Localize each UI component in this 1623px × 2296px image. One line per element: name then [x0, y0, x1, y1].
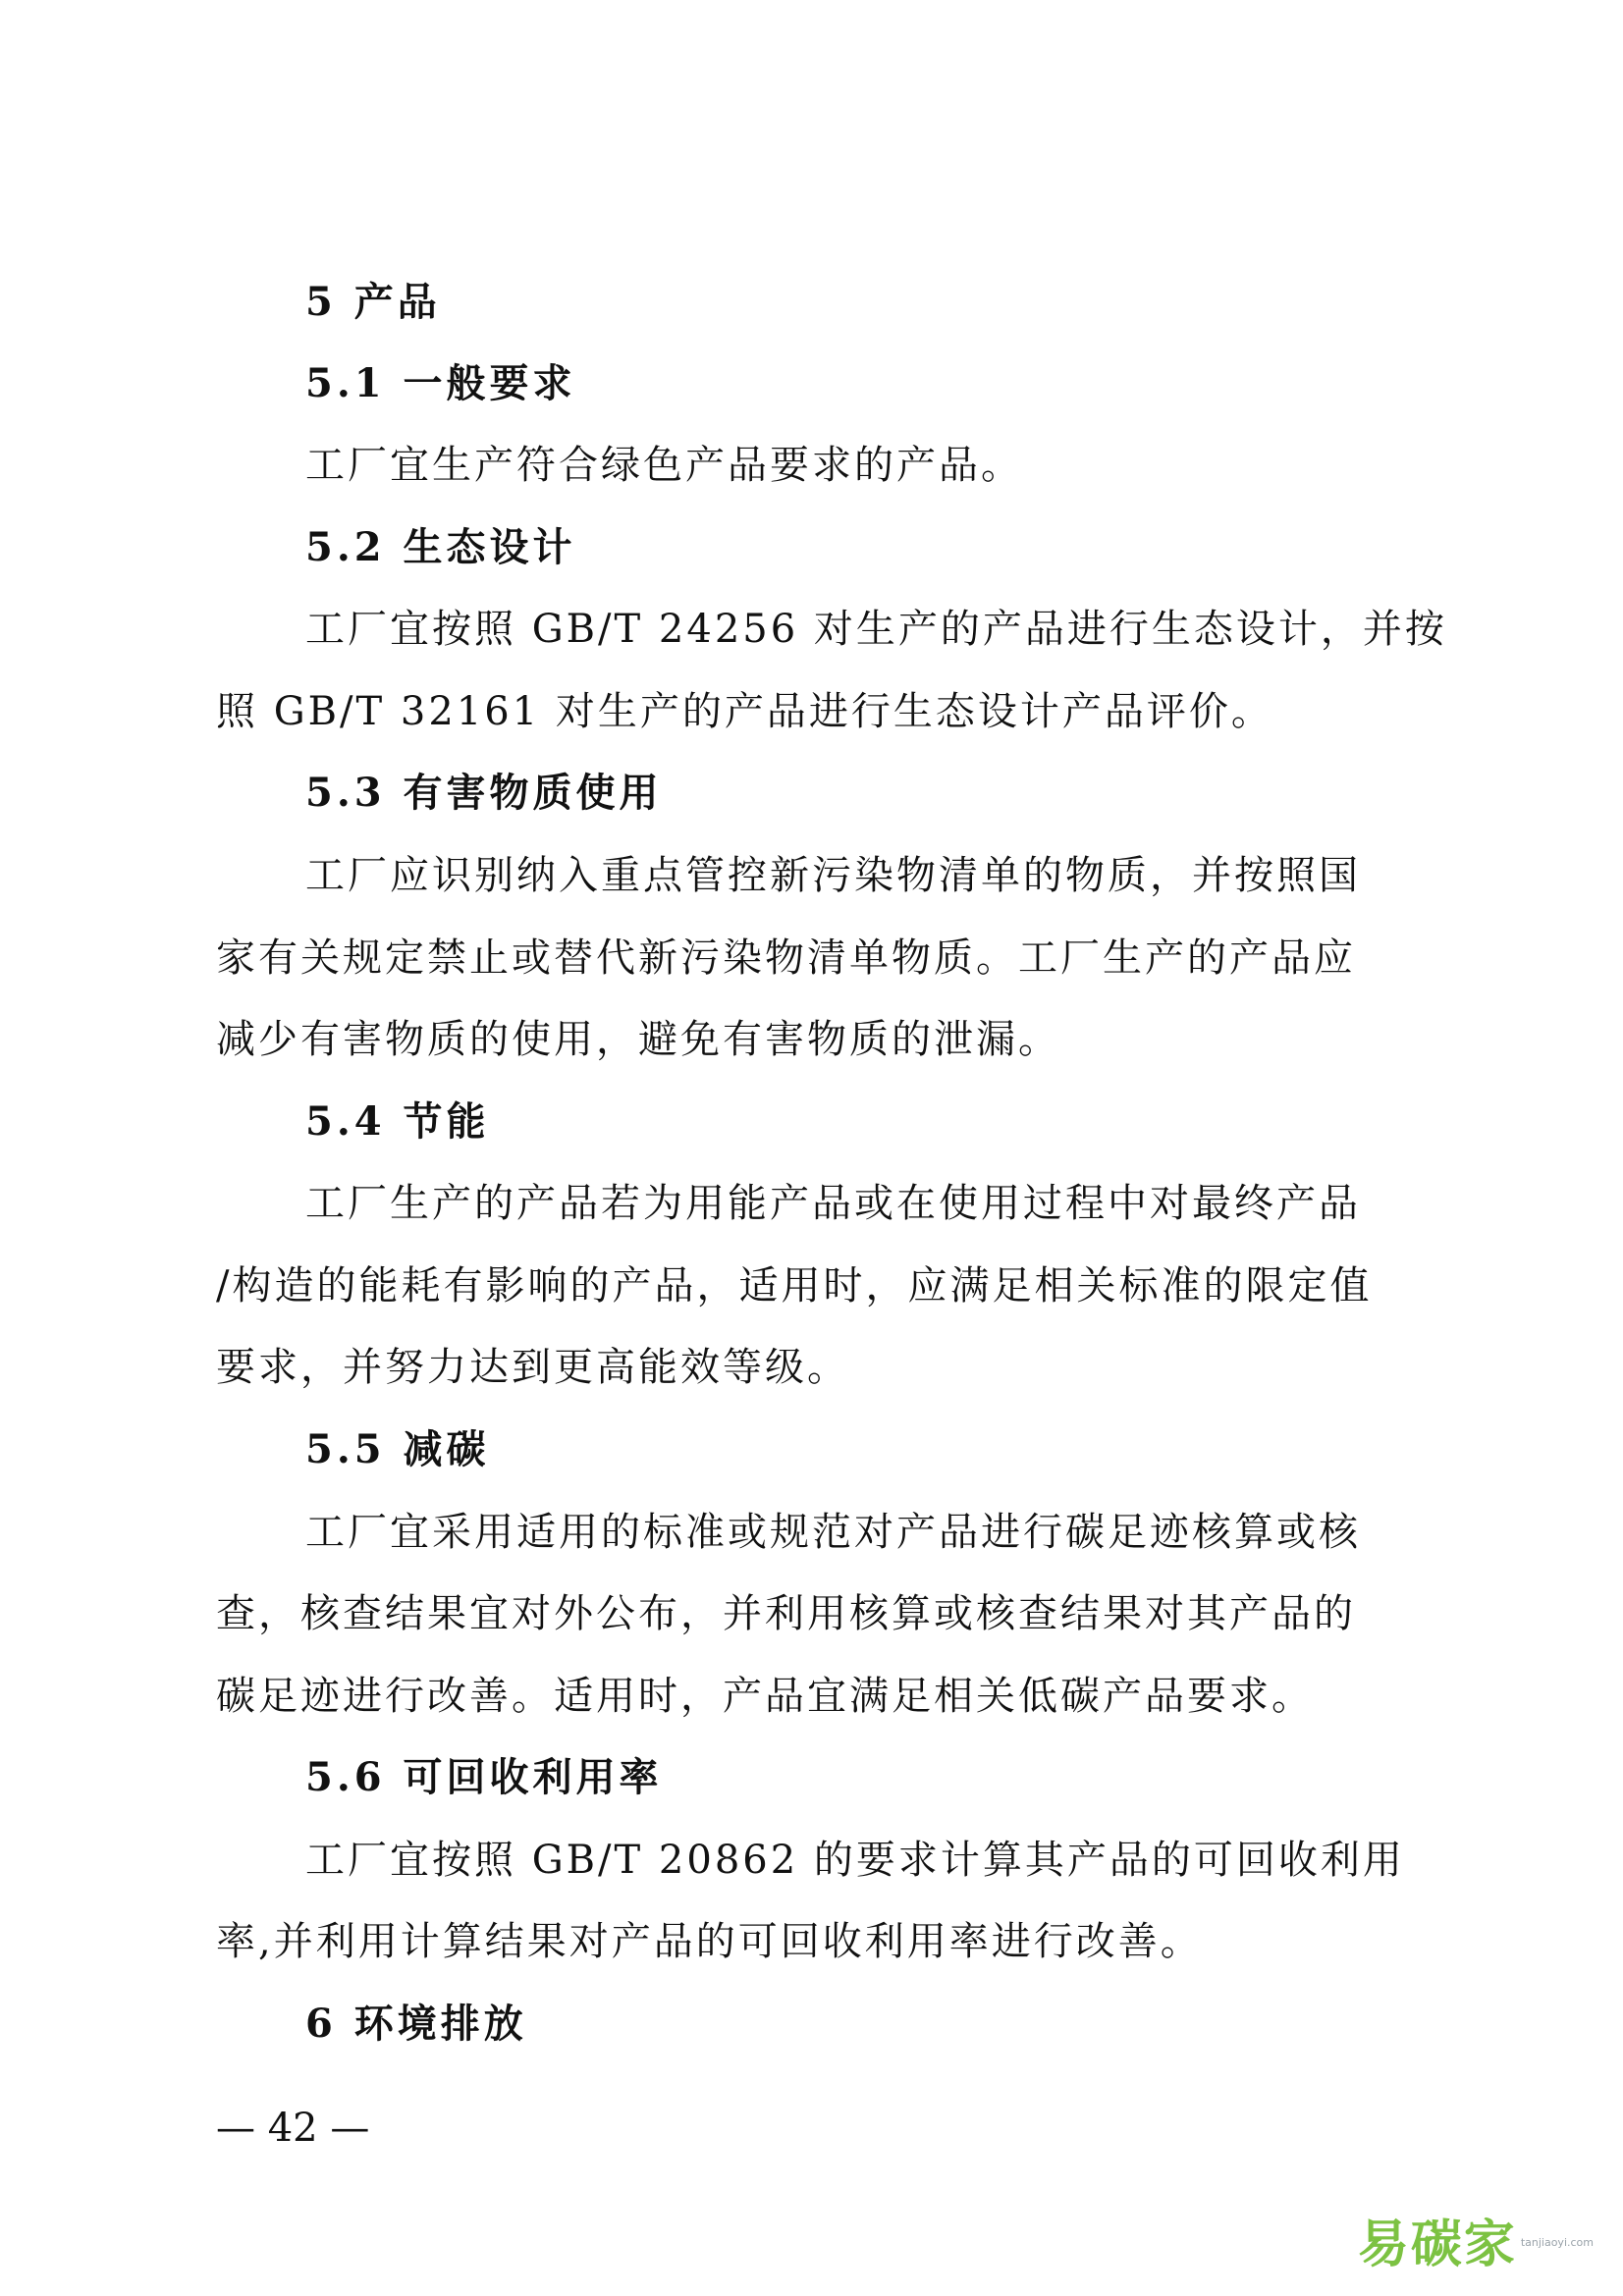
paragraph-line: 工厂宜生产符合绿色产品要求的产品。 [305, 443, 1023, 488]
paragraph-line: 要求，并努力达到更高能效等级。 [216, 1345, 849, 1390]
subsection-heading: 5.4 节能 [305, 1098, 490, 1145]
paragraph-line: 减少有害物质的使用，避免有害物质的泄漏。 [216, 1017, 1060, 1062]
paragraph-line: 照 GB/T 32161 对生产的产品进行生态设计产品评价。 [216, 689, 1273, 734]
section-heading: 5 产品 [305, 279, 441, 325]
section-heading: 6 环境排放 [305, 2001, 527, 2047]
paragraph-line: 工厂宜采用适用的标准或规范对产品进行碳足迹核算或核 [305, 1510, 1361, 1555]
watermark-text: 易碳家 [1357, 2216, 1517, 2274]
paragraph-line: 查，核查结果宜对外公布，并利用核算或核查结果对其产品的 [216, 1591, 1356, 1636]
paragraph-line: 工厂宜按照 GB/T 24256 对生产的产品进行生态设计，并按 [305, 607, 1447, 652]
watermark-url: tanjiaoyi.com [1520, 2236, 1594, 2249]
subsection-heading: 5.3 有害物质使用 [305, 770, 663, 816]
subsection-heading: 5.1 一般要求 [305, 360, 576, 406]
watermark-logo [1358, 2203, 1594, 2276]
paragraph-line: 工厂生产的产品若为用能产品或在使用过程中对最终产品 [305, 1181, 1361, 1226]
page-number: — 42 — [216, 2106, 370, 2151]
subsection-heading: 5.5 减碳 [305, 1426, 490, 1472]
paragraph-line: 率,并利用计算结果对产品的可回收利用率进行改善。 [216, 1919, 1203, 1964]
paragraph-line: 工厂应识别纳入重点管控新污染物清单的物质，并按照国 [305, 853, 1361, 898]
subsection-heading: 5.2 生态设计 [305, 524, 576, 570]
paragraph-line: 碳足迹进行改善。适用时，产品宜满足相关低碳产品要求。 [216, 1674, 1314, 1719]
paragraph-line: 工厂宜按照 GB/T 20862 的要求计算其产品的可回收利用 [305, 1838, 1405, 1883]
subsection-heading: 5.6 可回收利用率 [305, 1754, 663, 1800]
paragraph-line: 家有关规定禁止或替代新污染物清单物质。工厂生产的产品应 [216, 935, 1356, 981]
paragraph-line: /构造的能耗有影响的产品，适用时，应满足相关标准的限定值 [216, 1263, 1373, 1308]
